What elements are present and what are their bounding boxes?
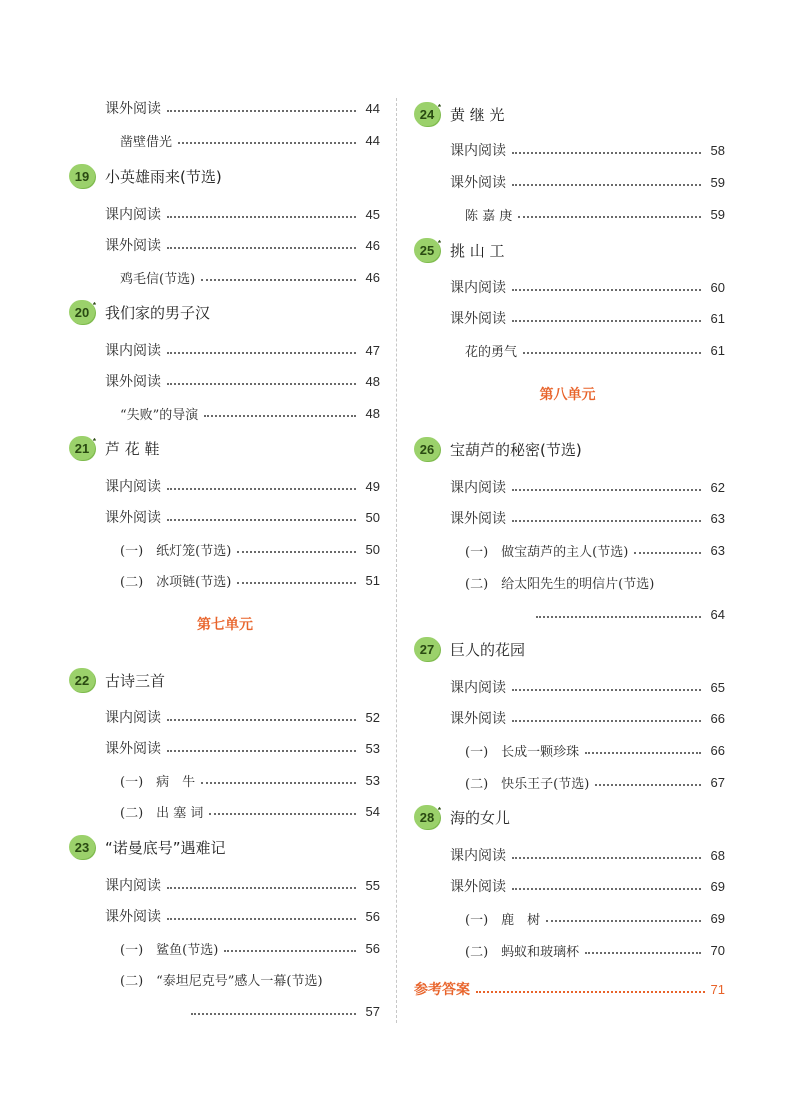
page-number: 59: [710, 174, 725, 190]
leader-dots: [512, 857, 701, 859]
toc-subentry[interactable]: [465, 202, 725, 226]
lesson-number: 20: [74, 304, 90, 320]
toc-entry[interactable]: [105, 338, 380, 362]
entry-label: 课内阅读: [105, 343, 161, 359]
leader-dots: [546, 920, 701, 922]
page-number: 66: [710, 710, 725, 726]
lesson-title: 古诗三首: [105, 671, 166, 690]
lesson-heading[interactable]: [414, 236, 505, 264]
page-number: 51: [365, 572, 380, 588]
lesson-number: 21: [74, 440, 90, 456]
leader-dots: [523, 352, 701, 354]
page-number: 49: [365, 478, 380, 494]
entry-label: (一) 做宝葫芦的主人(节选): [465, 544, 629, 560]
lesson-number-badge: [414, 102, 440, 126]
entry-label: 课内阅读: [450, 680, 506, 696]
toc-subentry[interactable]: [465, 938, 725, 962]
entry-label: 花的勇气: [465, 344, 518, 360]
entry-label: 课外阅读: [105, 101, 161, 117]
leader-dots: [224, 950, 356, 952]
toc-subentry[interactable]: [465, 338, 725, 362]
entry-label: (二) 给太阳先生的明信片(节选): [465, 576, 655, 592]
page-number: 59: [710, 206, 725, 222]
page-number: 55: [365, 877, 380, 893]
optional-lesson-mark: *: [437, 103, 441, 112]
lesson-heading[interactable]: [69, 666, 165, 694]
toc-subentry[interactable]: [120, 967, 380, 991]
page-number: 56: [365, 940, 380, 956]
entry-label: 课外阅读: [105, 238, 161, 254]
lesson-number: 22: [74, 672, 90, 688]
page-number: 70: [710, 942, 725, 958]
lesson-title: 海的女儿: [450, 808, 511, 827]
entry-label: 课内阅读: [450, 143, 506, 159]
unit-heading: 第七单元: [197, 617, 253, 633]
entry-label: 课外阅读: [450, 879, 506, 895]
page-number: 63: [710, 510, 725, 526]
entry-label: (二) 蚂蚁和玻璃杯: [465, 944, 580, 960]
leader-dots: [191, 1013, 356, 1015]
page-number: 57: [365, 1003, 380, 1019]
toc-subentry[interactable]: [120, 537, 380, 561]
page-number: 54: [365, 803, 380, 819]
leader-dots: [167, 216, 356, 218]
lesson-number-badge: [69, 300, 95, 324]
page-number: 52: [365, 709, 380, 725]
leader-dots: [536, 616, 701, 618]
lesson-number-badge: [69, 835, 95, 859]
lesson-number-badge: [69, 164, 95, 188]
leader-dots: [167, 918, 356, 920]
entry-label: 课内阅读: [105, 207, 161, 223]
entry-label: 课外阅读: [105, 510, 161, 526]
toc-entry[interactable]: [105, 505, 380, 529]
lesson-number-badge: [69, 436, 95, 460]
leader-dots: [167, 247, 356, 249]
leader-dots: [595, 784, 701, 786]
page-number: 62: [710, 479, 725, 495]
entry-label: 课外阅读: [105, 909, 161, 925]
lesson-number: 26: [419, 441, 435, 457]
toc-subentry-continued[interactable]: [530, 602, 725, 626]
leader-dots: [167, 750, 356, 752]
lesson-number-badge: [414, 805, 440, 829]
page-number: 46: [365, 269, 380, 285]
lesson-title: 我们家的男子汉: [105, 303, 211, 322]
page-number: 61: [710, 310, 725, 326]
entry-label: (二) 出 塞 词: [120, 805, 204, 821]
leader-dots: [167, 110, 356, 112]
toc-subentry[interactable]: [120, 799, 380, 823]
lesson-heading[interactable]: [414, 100, 505, 128]
lesson-number: 27: [419, 641, 435, 657]
leader-dots: [167, 719, 356, 721]
column-divider: [396, 98, 397, 1023]
toc-entry[interactable]: [450, 874, 725, 898]
toc-entry[interactable]: [105, 474, 380, 498]
leader-dots: [204, 415, 356, 417]
entry-label: (一) 纸灯笼(节选): [120, 543, 232, 559]
toc-entry[interactable]: [105, 233, 380, 257]
leader-dots: [634, 552, 701, 554]
leader-dots: [167, 383, 356, 385]
entry-label: 课外阅读: [105, 374, 161, 390]
leader-dots: [167, 519, 356, 521]
toc-subentry[interactable]: [120, 568, 380, 592]
toc-entry[interactable]: [450, 275, 725, 299]
leader-dots: [201, 279, 356, 281]
toc-entry[interactable]: [450, 475, 725, 499]
entry-label: 鸡毛信(节选): [120, 271, 196, 287]
leader-dots: [167, 488, 356, 490]
page-number: 68: [710, 847, 725, 863]
leader-dots: [512, 720, 701, 722]
entry-label: (一) 鲨鱼(节选): [120, 942, 219, 958]
leader-dots: [167, 352, 356, 354]
toc-subentry[interactable]: [120, 936, 380, 960]
entry-label: 课内阅读: [105, 878, 161, 894]
toc-entry[interactable]: [450, 506, 725, 530]
toc-entry[interactable]: [450, 706, 725, 730]
page-number: 45: [365, 206, 380, 222]
toc-entry[interactable]: [105, 705, 380, 729]
lesson-title: 挑 山 工: [450, 241, 505, 260]
lesson-number: 28: [419, 809, 435, 825]
page-number: 46: [365, 237, 380, 253]
page-number: 50: [365, 509, 380, 525]
leader-dots: [167, 887, 356, 889]
toc-entry[interactable]: [105, 736, 380, 760]
lesson-title: 巨人的花园: [450, 640, 526, 659]
lesson-heading[interactable]: [69, 833, 226, 861]
optional-lesson-mark: *: [437, 239, 441, 248]
lesson-number-badge: [414, 637, 440, 661]
page-number: 48: [365, 373, 380, 389]
toc-entry[interactable]: [105, 202, 380, 226]
page-number: 53: [365, 740, 380, 756]
leader-dots: [237, 582, 356, 584]
answers-entry[interactable]: [414, 977, 725, 1001]
entry-label: 凿壁借光: [120, 134, 173, 150]
toc-entry[interactable]: [450, 170, 725, 194]
entry-label: 课内阅读: [105, 710, 161, 726]
lesson-number-badge: [414, 238, 440, 262]
lesson-heading[interactable]: [414, 635, 525, 663]
lesson-title: 黄 继 光: [450, 105, 505, 124]
page-number: 66: [710, 742, 725, 758]
optional-lesson-mark: *: [92, 301, 96, 310]
toc-subentry[interactable]: [465, 538, 725, 562]
toc-subentry[interactable]: [120, 401, 380, 425]
entry-label: “失败”的导演: [120, 407, 199, 423]
lesson-title: 小英雄雨来(节选): [105, 167, 222, 186]
leader-dots: [512, 888, 701, 890]
leader-dots: [201, 782, 356, 784]
page-number: 63: [710, 542, 725, 558]
entry-label: 陈 嘉 庚: [465, 208, 513, 224]
toc-subentry[interactable]: [465, 770, 725, 794]
toc-entry[interactable]: [450, 675, 725, 699]
lesson-number: 25: [419, 242, 435, 258]
leader-dots: [512, 289, 701, 291]
page-number: 56: [365, 908, 380, 924]
leader-dots: [178, 142, 356, 144]
page-number: 58: [710, 142, 725, 158]
toc-subentry[interactable]: [120, 265, 380, 289]
entry-label: (二) “泰坦尼克号”感人一幕(节选): [120, 973, 323, 989]
entry-label: 课外阅读: [450, 311, 506, 327]
entry-label: 课外阅读: [450, 511, 506, 527]
leader-dots: [512, 520, 701, 522]
entry-label: 课外阅读: [105, 741, 161, 757]
page-number: 50: [365, 541, 380, 557]
entry-label: 课内阅读: [105, 479, 161, 495]
lesson-number-badge: [69, 668, 95, 692]
entry-label: (一) 长成一颗珍珠: [465, 744, 580, 760]
toc-subentry[interactable]: [465, 738, 725, 762]
page-number: 64: [710, 606, 725, 622]
toc-entry[interactable]: [105, 873, 380, 897]
optional-lesson-mark: *: [92, 437, 96, 446]
toc-subentry-continued[interactable]: [185, 999, 380, 1023]
lesson-number: 23: [74, 839, 90, 855]
toc-entry[interactable]: [450, 843, 725, 867]
toc-entry[interactable]: [450, 306, 725, 330]
leader-dots: [512, 152, 701, 154]
toc-entry[interactable]: [450, 138, 725, 162]
leader-dots: [237, 551, 356, 553]
entry-label: 课外阅读: [450, 711, 506, 727]
entry-label: (二) 冰项链(节选): [120, 574, 232, 590]
toc-subentry[interactable]: [120, 128, 380, 152]
page-number: 48: [365, 405, 380, 421]
lesson-number: 19: [74, 168, 90, 184]
page-number: 53: [365, 772, 380, 788]
leader-dots: [585, 752, 701, 754]
page-number: 65: [710, 679, 725, 695]
lesson-heading[interactable]: [414, 435, 582, 463]
lesson-title: 宝葫芦的秘密(节选): [450, 440, 582, 459]
lesson-heading[interactable]: [69, 298, 210, 326]
toc-subentry[interactable]: [120, 768, 380, 792]
page-number: 47: [365, 342, 380, 358]
leader-dots: [512, 689, 701, 691]
leader-dots: [512, 184, 701, 186]
lesson-heading[interactable]: [69, 162, 222, 190]
toc-entry[interactable]: [105, 96, 380, 120]
leader-dots: [476, 991, 705, 993]
lesson-title: “诺曼底号”遇难记: [105, 838, 226, 857]
page-number: 44: [365, 100, 380, 116]
entry-label: 课内阅读: [450, 280, 506, 296]
lesson-heading[interactable]: [414, 803, 510, 831]
entry-label: 课外阅读: [450, 175, 506, 191]
lesson-number-badge: [414, 437, 440, 461]
lesson-heading[interactable]: [69, 434, 160, 462]
entry-label: 课内阅读: [450, 848, 506, 864]
lesson-title: 芦 花 鞋: [105, 439, 160, 458]
page-number: 60: [710, 279, 725, 295]
lesson-number: 24: [419, 106, 435, 122]
unit-heading: 第八单元: [539, 387, 596, 403]
page-number: 69: [710, 878, 725, 894]
entry-label: (一) 病 牛: [120, 774, 196, 790]
page-number: 44: [365, 132, 380, 148]
entry-label: (一) 鹿 树: [465, 912, 541, 928]
entry-label: 课内阅读: [450, 480, 506, 496]
page-number: 71: [710, 981, 725, 997]
page-number: 61: [710, 342, 725, 358]
toc-entry[interactable]: [105, 904, 380, 928]
leader-dots: [512, 489, 701, 491]
leader-dots: [512, 320, 701, 322]
leader-dots: [518, 216, 701, 218]
leader-dots: [585, 952, 701, 954]
answers-label: 参考答案: [414, 982, 470, 998]
toc-subentry[interactable]: [465, 570, 725, 594]
page-number: 67: [710, 774, 725, 790]
toc-entry[interactable]: [105, 369, 380, 393]
optional-lesson-mark: *: [437, 806, 441, 815]
toc-subentry[interactable]: [465, 906, 725, 930]
leader-dots: [209, 813, 356, 815]
entry-label: (二) 快乐王子(节选): [465, 776, 590, 792]
page-number: 69: [710, 910, 725, 926]
